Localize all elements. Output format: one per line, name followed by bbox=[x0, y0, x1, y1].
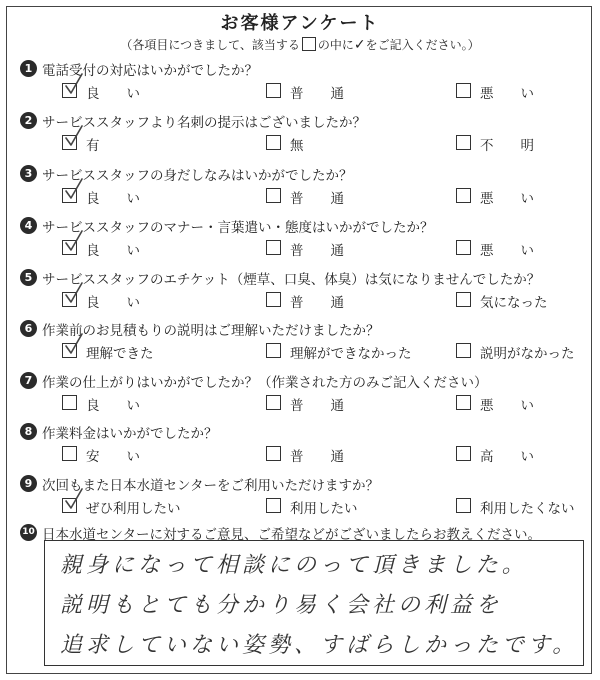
question-number-badge: 1 bbox=[20, 60, 37, 77]
checkbox[interactable] bbox=[266, 395, 281, 410]
option-label: 良 い bbox=[86, 191, 140, 207]
option-label: 悪 い bbox=[480, 243, 534, 259]
option-label: 普 通 bbox=[290, 191, 344, 207]
option-label: 悪 い bbox=[480, 398, 534, 414]
instructions-pre: （各項目につきまして、該当する bbox=[120, 38, 300, 52]
question-number-badge: 7 bbox=[20, 372, 37, 389]
option-label: 良 い bbox=[86, 398, 140, 414]
question-text: 電話受付の対応はいかがでしたか？ bbox=[42, 63, 258, 79]
question-4 bbox=[0, 215, 600, 267]
option-label: 利用したい bbox=[290, 501, 358, 517]
question-text: 作業前のお見積もりの説明はご理解いただけましたか？ bbox=[42, 323, 380, 339]
question-number-badge: 10 bbox=[20, 524, 37, 541]
question-number-badge: 2 bbox=[20, 112, 37, 129]
checkbox[interactable] bbox=[456, 135, 471, 150]
option-label: 良 い bbox=[86, 243, 140, 259]
checkbox[interactable] bbox=[456, 498, 471, 513]
check-mark-icon bbox=[64, 178, 84, 202]
checkbox[interactable] bbox=[456, 395, 471, 410]
comment-line-1: 親身になって相談にのって頂きました。 bbox=[60, 553, 528, 578]
question-text: サービススタッフより名刺の提示はございましたか？ bbox=[42, 115, 366, 131]
checkbox[interactable] bbox=[456, 446, 471, 461]
option-label: 理解できた bbox=[86, 346, 154, 362]
question-text: サービススタッフのエチケット（煙草、口臭、体臭）は気になりませんでしたか？ bbox=[42, 272, 541, 288]
checkbox[interactable] bbox=[266, 135, 281, 150]
option-label: 普 通 bbox=[290, 295, 344, 311]
checkbox[interactable] bbox=[266, 446, 281, 461]
question-number-badge: 9 bbox=[20, 475, 37, 492]
check-mark-symbol: ✓ bbox=[353, 37, 366, 53]
option-label: 有 bbox=[86, 138, 100, 154]
instructions-mid: の中に bbox=[317, 38, 354, 52]
option-label: 不 明 bbox=[480, 138, 534, 154]
checkbox[interactable] bbox=[266, 498, 281, 513]
checkbox[interactable] bbox=[62, 446, 77, 461]
checkbox[interactable] bbox=[456, 188, 471, 203]
option-label: 高 い bbox=[480, 449, 534, 465]
option-label: ぜひ利用したい bbox=[86, 501, 181, 517]
checkbox[interactable] bbox=[266, 343, 281, 358]
option-label: 普 通 bbox=[290, 449, 344, 465]
question-text: 作業料金はいかがでしたか？ bbox=[42, 426, 218, 442]
question-5 bbox=[0, 267, 600, 319]
question-1 bbox=[0, 58, 600, 110]
form-instructions bbox=[0, 36, 600, 53]
option-label: 良 い bbox=[86, 86, 140, 102]
checkbox[interactable] bbox=[456, 83, 471, 98]
checkbox[interactable] bbox=[62, 395, 77, 410]
check-mark-icon bbox=[64, 125, 84, 149]
question-number-badge: 6 bbox=[20, 320, 37, 337]
form-title: お客様アンケート bbox=[220, 13, 380, 34]
checkbox-symbol bbox=[302, 37, 316, 51]
option-label: 安 い bbox=[86, 449, 140, 465]
checkbox[interactable] bbox=[456, 292, 471, 307]
option-label: 普 通 bbox=[290, 243, 344, 259]
question-number-badge: 4 bbox=[20, 217, 37, 234]
option-label: 無 bbox=[290, 138, 304, 154]
question-text: 日本水道センターに対するご意見、ご希望などがございましたらお教えください。 bbox=[42, 527, 541, 543]
option-label: 悪 い bbox=[480, 191, 534, 207]
question-2 bbox=[0, 110, 600, 162]
option-label: 説明がなかった bbox=[480, 346, 575, 362]
check-mark-icon bbox=[64, 73, 84, 97]
option-label: 普 通 bbox=[290, 86, 344, 102]
question-9 bbox=[0, 473, 600, 525]
option-label: 普 通 bbox=[290, 398, 344, 414]
question-8 bbox=[0, 421, 600, 473]
check-mark-icon bbox=[64, 230, 84, 254]
option-label: 理解ができなかった bbox=[290, 346, 412, 362]
option-label: 悪 い bbox=[480, 86, 534, 102]
check-mark-icon bbox=[64, 333, 84, 357]
question-number-badge: 3 bbox=[20, 165, 37, 182]
question-3 bbox=[0, 163, 600, 215]
checkbox[interactable] bbox=[456, 240, 471, 255]
option-label: 良 い bbox=[86, 295, 140, 311]
question-7 bbox=[0, 370, 600, 422]
check-mark-icon bbox=[64, 282, 84, 306]
option-label: 利用したくない bbox=[480, 501, 575, 517]
checkbox[interactable] bbox=[456, 343, 471, 358]
checkbox[interactable] bbox=[266, 83, 281, 98]
question-text: 次回もまた日本水道センターをご利用いただけますか？ bbox=[42, 478, 379, 494]
check-mark-icon bbox=[64, 488, 84, 512]
comment-line-2: 説明もとても分かり易く会社の利益を bbox=[60, 593, 503, 618]
instructions-post: をご記入ください。） bbox=[365, 38, 480, 52]
checkbox[interactable] bbox=[266, 240, 281, 255]
comment-line-3: 追求していない姿勢、すばらしかったです。 bbox=[60, 633, 579, 658]
question-number-badge: 8 bbox=[20, 423, 37, 440]
checkbox[interactable] bbox=[266, 292, 281, 307]
question-text: サービススタッフのマナー・言葉遣い・態度はいかがでしたか？ bbox=[42, 220, 434, 236]
question-text: サービススタッフの身だしなみはいかがでしたか？ bbox=[42, 168, 353, 184]
question-6 bbox=[0, 318, 600, 370]
option-label: 気になった bbox=[480, 295, 548, 311]
question-number-badge: 5 bbox=[20, 269, 37, 286]
checkbox[interactable] bbox=[266, 188, 281, 203]
question-text: 作業の仕上がりはいかがでしたか？（作業された方のみご記入ください） bbox=[42, 375, 488, 391]
